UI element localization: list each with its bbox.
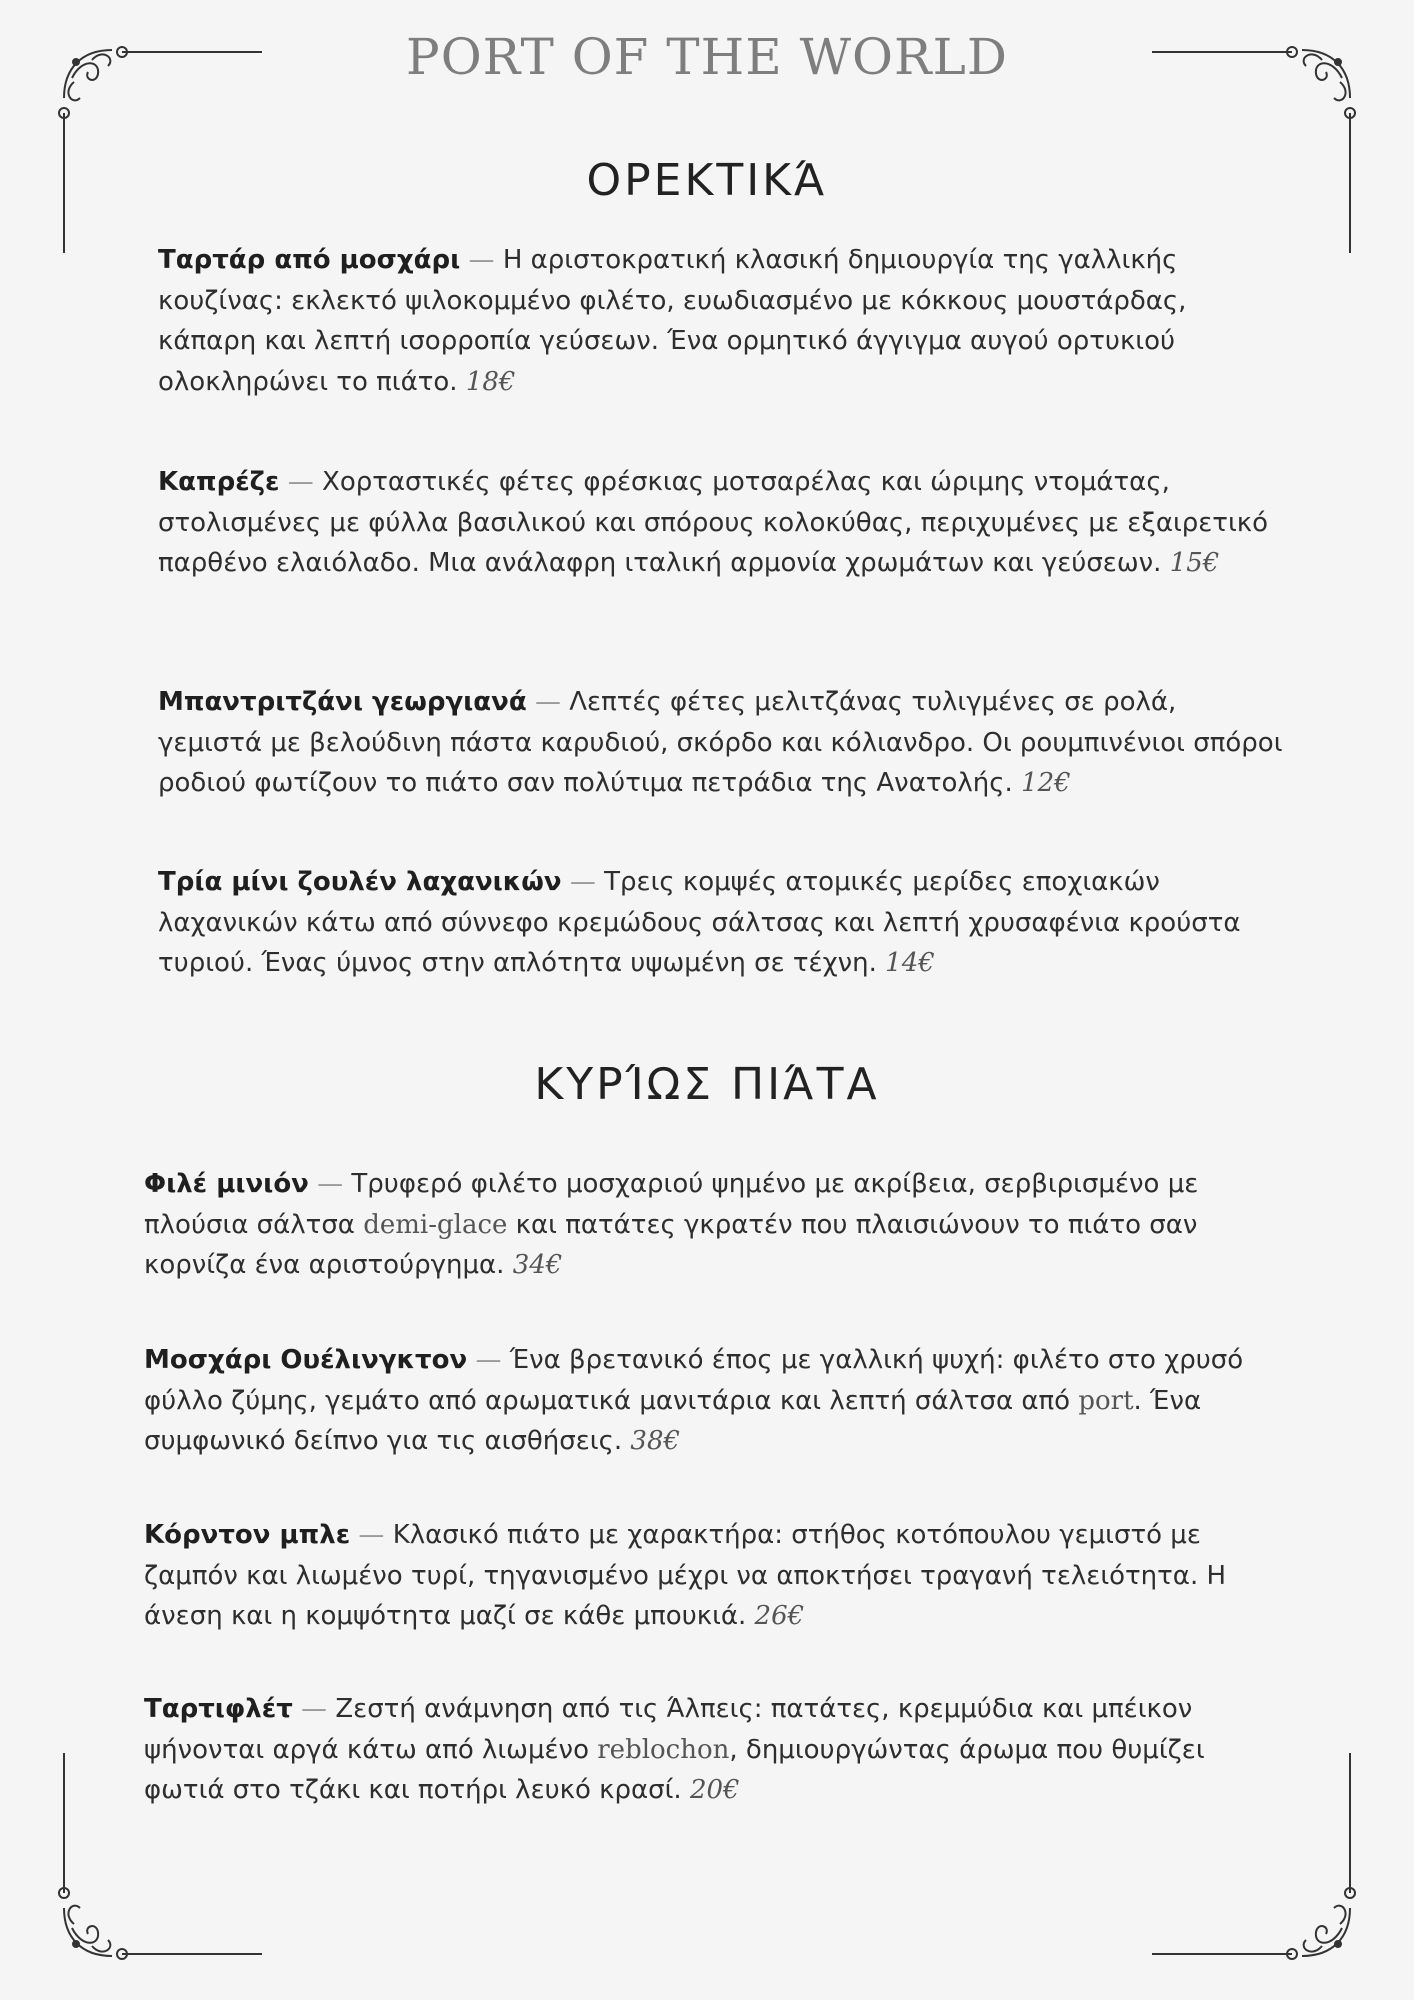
menu-item <box>158 862 1278 984</box>
dish-price: 20€ <box>689 1775 740 1805</box>
dish-term: demi-glace <box>363 1209 508 1240</box>
dish-description: Τρυφερό φιλέτο μοσχαριού ψημένο με ακρίβεια, σερβιρισμένο με πλούσια σάλτσα <box>144 1169 1199 1240</box>
menu-item <box>144 1689 1274 1811</box>
dish-name: Ταρτιφλέτ <box>144 1694 293 1724</box>
dish-name: Ταρτάρ από μοσχάρι <box>158 245 461 275</box>
dish-price: 38€ <box>630 1426 681 1456</box>
separator: — <box>308 1169 352 1199</box>
dish-term: reblochon <box>597 1734 730 1765</box>
menu-item <box>158 682 1288 804</box>
section-title-main-courses: ΚΥΡΊΩΣ ΠΙΆΤΑ <box>534 1059 880 1110</box>
dish-name: Κόρντον μπλε <box>144 1520 351 1550</box>
menu-item <box>144 1515 1274 1637</box>
menu-item <box>158 462 1278 584</box>
menu-item <box>144 1164 1274 1286</box>
dish-description: Τρεις κομψές ατομικές μερίδες εποχιακών λαχανικών κάτω από σύννεφο κρεμώδους σάλτσας και λεπτή χρυσαφένια κρούστα τυριού. Ένας ύμνος στην απλότητα υψωμένη σε τέχνη. <box>158 867 1241 978</box>
dish-description: Κλασικό πιάτο με χαρακτήρα: στήθος κοτόπουλου γεμιστό με ζαμπόν και λιωμένο τυρί, τηγανισμένο μέχρι να αποκτήσει τραγανή τελειότητα. Η άνεση και η κομψότητα μαζί σε κάθε μπουκιά. <box>144 1520 1227 1631</box>
separator: — <box>279 467 323 497</box>
dish-description: , δημιουργώντας άρωμα που θυμίζει φωτιά στο τζάκι και ποτήρι λευκό κρασί. <box>144 1734 1205 1805</box>
dish-price: 14€ <box>885 948 935 978</box>
dish-description: Ζεστή ανάμνηση από τις Άλπεις: πατάτες, κρεμμύδια και μπέικον ψήνονται αργά κάτω από λιωμένο <box>144 1694 1193 1765</box>
dish-description: και πατάτες γκρατέν που πλαισιώνουν το πιάτο σαν κορνίζα ένα αριστούργημα. <box>144 1209 1198 1280</box>
restaurant-name: PORT OF THE WORLD <box>406 28 1008 86</box>
menu-item <box>158 240 1278 402</box>
dish-description: Η αριστοκρατική κλασική δημιουργία της γαλλικής κουζίνας: εκλεκτό ψιλοκομμένο φιλέτο, ευωδιασμένο με κόκκους μουστάρδας, κάπαρη και λεπτή ισορροπία γεύσεων. Ένα ορμητικό άγγιγμα αυγού ορτυκιού ολοκληρώνει το πιάτο. <box>158 245 1187 397</box>
dish-price: 18€ <box>465 366 516 397</box>
separator: — <box>292 1694 336 1724</box>
dish-description: Ένα βρετανικό έπος με γαλλική ψυχή: φιλέτο στο χρυσό φύλλο ζύμης, γεμάτο από αρωματικά μανιτάρια και λεπτή σάλτσα από <box>144 1345 1244 1416</box>
dish-description: Χορταστικές φέτες φρέσκιας μοτσαρέλας και ώριμης ντομάτας, στολισμένες με φύλλα βασιλικού και σπόρους κολοκύθας, περιχυμένες με εξαιρετικό παρθένο ελαιόλαδο. Μια ανάλαφρη ιταλική αρμονία χρωμάτων και γεύσεων. <box>158 467 1268 578</box>
dish-term: port <box>1078 1385 1134 1416</box>
dish-price: 15€ <box>1169 548 1220 578</box>
dish-price: 12€ <box>1021 768 1071 798</box>
dish-name: Φιλέ μινιόν <box>144 1169 309 1199</box>
dish-price: 26€ <box>754 1601 805 1631</box>
separator: — <box>467 1345 510 1375</box>
dish-name: Μπαντριτζάνι γεωργιανά <box>158 687 527 717</box>
menu-item <box>144 1340 1274 1462</box>
separator: — <box>460 245 503 275</box>
section-title-appetizers: ΟΡΕΚΤΙΚΆ <box>586 155 828 206</box>
dish-name: Τρία μίνι ζουλέν λαχανικών <box>158 867 562 897</box>
dish-name: Μοσχάρι Ουέλινγκτον <box>144 1345 468 1375</box>
dish-name: Καπρέζε <box>158 467 280 497</box>
separator: — <box>561 867 605 897</box>
dish-description: . Ένα συμφωνικό δείπνο για τις αισθήσεις. <box>144 1385 1202 1456</box>
dish-description: Λεπτές φέτες μελιτζάνας τυλιγμένες σε ρολά, γεμιστά με βελούδινη πάστα καρυδιού, σκόρδο και κόλιανδρο. Οι ρουμπινένιοι σπόροι ροδιού φωτίζουν το πιάτο σαν πολύτιμα πετράδια της Ανατολής. <box>158 687 1283 798</box>
separator: — <box>526 687 570 717</box>
separator: — <box>350 1520 393 1550</box>
dish-price: 34€ <box>512 1250 563 1280</box>
